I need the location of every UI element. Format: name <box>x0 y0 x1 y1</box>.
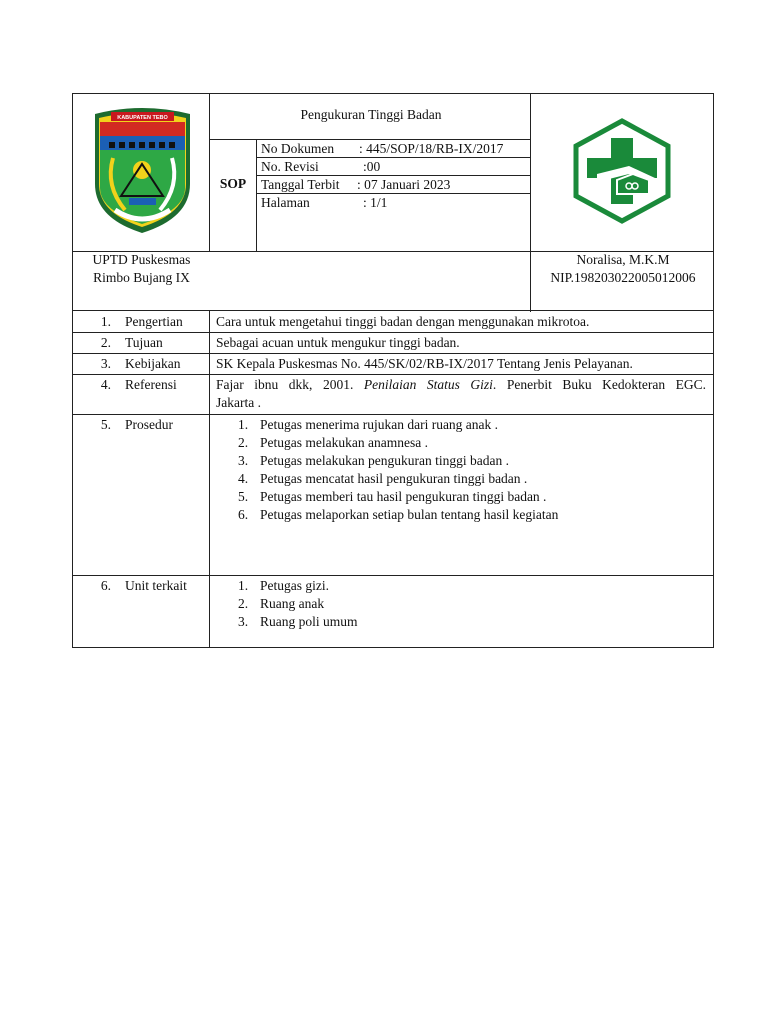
list-text: Ruang anak <box>260 596 325 611</box>
list-number: 3. <box>238 614 249 629</box>
document-title: Pengukuran Tinggi Badan <box>300 107 442 122</box>
list-text: Petugas melakukan anamnesa . <box>260 435 428 450</box>
signer-name: Noralisa, M.K.M <box>576 252 670 267</box>
row-label-text: Kebijakan <box>125 356 181 371</box>
row-unit-terkait <box>73 575 713 647</box>
list-number: 6. <box>238 507 249 522</box>
meta-key: No. Revisi <box>261 159 319 174</box>
row-label-text: Tujuan <box>125 335 163 350</box>
emblem-banner-text: KABUPATEN TEBO <box>117 115 168 121</box>
list-item <box>210 452 700 470</box>
list-item <box>210 595 700 613</box>
meta-key: Halaman <box>261 195 310 210</box>
meta-key: Tanggal Terbit <box>261 177 340 192</box>
row-pengertian <box>73 311 713 332</box>
sop-header-table <box>72 93 714 311</box>
row-number: 1. <box>100 314 111 329</box>
list-text: Petugas menerima rujukan dari ruang anak . <box>260 417 499 432</box>
list-number: 1. <box>238 578 249 593</box>
row-number: 6. <box>100 578 111 593</box>
row-number: 2. <box>100 335 111 350</box>
list-text: Petugas melakukan pengukuran tinggi badan . <box>260 453 509 468</box>
list-number: 3. <box>238 453 249 468</box>
row-number: 5. <box>100 417 111 432</box>
list-text: Ruang poli umum <box>260 614 358 629</box>
list-text: Petugas memberi tau hasil pengukuran tinggi badan . <box>260 489 547 504</box>
list-text: Petugas mencatat hasil pengukuran tinggi badan . <box>260 471 528 486</box>
reference-publisher: . Penerbit Buku Kedokteran EGC. <box>492 377 706 392</box>
row-content: Sebagai acuan untuk mengukur tinggi badan. <box>216 335 460 350</box>
row-label-text: Unit terkait <box>125 578 187 593</box>
reference-line1 <box>216 376 706 394</box>
list-number: 2. <box>238 596 249 611</box>
sop-content-table <box>72 311 714 648</box>
meta-key: No Dokumen <box>261 141 335 156</box>
list-item <box>210 434 700 452</box>
row-tujuan <box>73 332 713 353</box>
meta-value: : 445/SOP/18/RB-IX/2017 <box>359 141 504 156</box>
list-text: Petugas gizi. <box>260 578 329 593</box>
row-content: Cara untuk mengetahui tinggi badan dengan menggunakan mikrotoa. <box>216 314 590 329</box>
kabupaten-tebo-emblem-icon <box>91 106 194 234</box>
reference-author: Fajar ibnu dkk, 2001. <box>216 377 354 392</box>
org-line1: UPTD Puskesmas <box>92 252 191 267</box>
reference-book-title: Penilaian Status Gizi <box>363 377 493 392</box>
reference-line2: Jakarta . <box>216 395 261 410</box>
meta-value: : 07 Januari 2023 <box>357 177 451 192</box>
row-label-text: Pengertian <box>125 314 183 329</box>
row-label-text: Referensi <box>125 377 177 392</box>
row-content: SK Kepala Puskesmas No. 445/SK/02/RB-IX/2017 Tentang Jenis Pelayanan. <box>216 356 633 371</box>
list-number: 1. <box>238 417 249 432</box>
puskesmas-logo-icon <box>571 118 673 224</box>
row-referensi <box>73 374 713 414</box>
list-item <box>210 488 700 506</box>
row-number: 3. <box>100 356 111 371</box>
list-item <box>210 506 700 524</box>
meta-value: :00 <box>363 159 381 174</box>
signer-nip: NIP.198203022005012006 <box>550 270 696 285</box>
list-item <box>210 613 700 631</box>
signer-block <box>531 251 715 287</box>
row-kebijakan <box>73 353 713 374</box>
row-prosedur <box>73 414 713 575</box>
list-number: 4. <box>238 471 249 486</box>
list-item <box>210 577 700 595</box>
list-item <box>210 416 700 434</box>
row-label-text: Prosedur <box>125 417 173 432</box>
list-text: Petugas melaporkan setiap bulan tentang hasil kegiatan <box>260 507 559 522</box>
list-number: 2. <box>238 435 249 450</box>
procedure-list <box>210 416 700 524</box>
row-number: 4. <box>100 377 111 392</box>
row-content <box>216 376 706 412</box>
org-line2: Rimbo Bujang IX <box>93 270 190 285</box>
meta-value: : 1/1 <box>363 195 388 210</box>
sop-label: SOP <box>219 176 247 191</box>
list-number: 5. <box>238 489 249 504</box>
header-vline-sop <box>256 139 257 251</box>
list-item <box>210 470 700 488</box>
organization-name <box>73 251 210 287</box>
related-units-list <box>210 577 700 631</box>
